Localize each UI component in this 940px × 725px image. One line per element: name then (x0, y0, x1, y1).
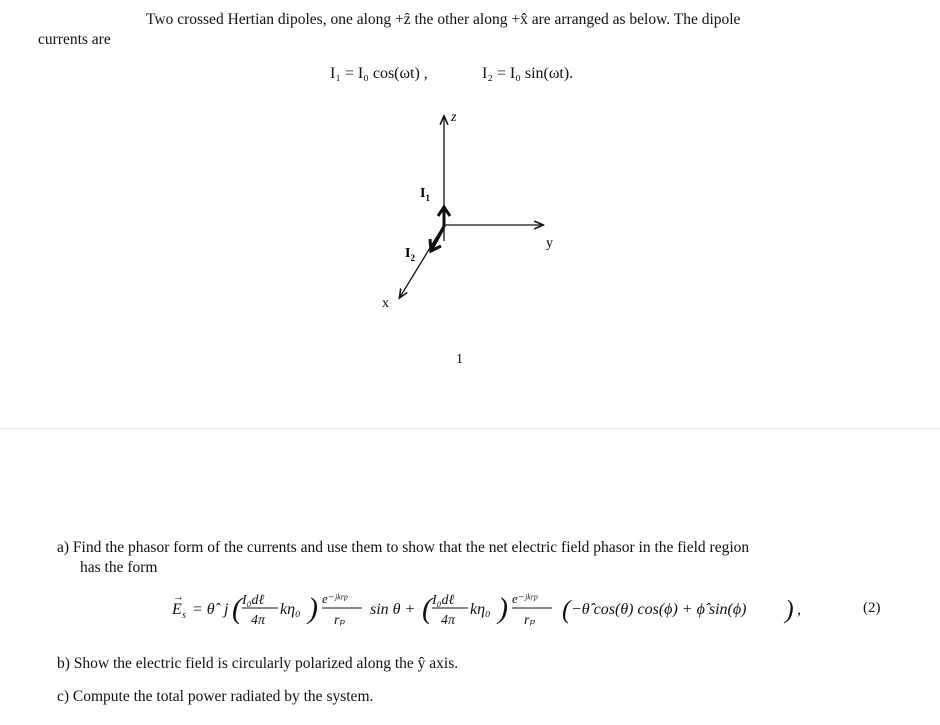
question-c: c) Compute the total power radiated by the system. (57, 688, 374, 705)
question-b: b) Show the electric field is circularly polarized along the ŷ axis. (57, 655, 459, 672)
imag-unit: j (224, 601, 229, 618)
paren-close-2: ) (498, 592, 508, 625)
k-eta: kη₀ (280, 601, 301, 618)
angular-term: −θ̂ cos(θ) cos(ϕ) + ϕ̂ sin(ϕ) (571, 601, 747, 618)
exp-num: e⁻ʲᵏʳᵖ (322, 591, 347, 606)
equation-number: (2) (863, 600, 881, 616)
frac-den: 4π (251, 613, 266, 628)
exp-num-2: e⁻ʲᵏʳᵖ (512, 591, 537, 606)
i2-label: $I_2$ (405, 246, 415, 263)
frac-num-2: I₀dℓ (432, 593, 455, 608)
page-number: 1 (456, 352, 463, 367)
intro-line-1: Two crossed Hertian dipoles, one along +ẑ the other along +x̂ are arranged as below. The dipole (146, 11, 741, 28)
x-axis (400, 225, 444, 297)
sin-theta: sin θ + (370, 601, 416, 618)
question-a-line-2: has the form (80, 559, 158, 576)
y-axis-label: y (546, 236, 553, 251)
dipole-diagram (360, 105, 580, 320)
electric-field-equation (172, 584, 812, 639)
dipole-i1-arrow (438, 207, 450, 227)
frac-den-2: 4π (441, 613, 456, 628)
i1-label: $I_1$ (420, 186, 430, 203)
equals-sign: = θ̂ (192, 601, 215, 618)
k-eta-2: kη₀ (470, 601, 491, 618)
paren-open-2: ( (422, 592, 432, 625)
intro-line-2: currents are (38, 31, 111, 48)
subscript-s: s (182, 610, 186, 621)
current-i1-equation: I₁ = I₀ cos(ωt) , (330, 65, 428, 82)
paren-open: ( (232, 592, 242, 625)
exp-den-2: rₚ (524, 613, 536, 628)
exp-den: rₚ (334, 613, 346, 628)
paren-close: ) (308, 592, 318, 625)
dipole-i2-arrow (430, 227, 444, 251)
question-a-line-1: a) Find the phasor form of the currents and use them to show that the net electric field phasor in the field region (57, 539, 750, 556)
frac-num: I₀dℓ (242, 593, 265, 608)
x-axis-label: x (382, 296, 389, 311)
z-axis-label: z (451, 110, 457, 125)
paren-open-3: ( (562, 595, 571, 624)
paren-close-3: ) (785, 595, 794, 624)
current-i2-equation: I₂ = I₀ sin(ωt). (482, 65, 574, 82)
vector-arrow: → (173, 591, 184, 603)
comma: , (797, 601, 801, 618)
page-separator (0, 428, 940, 429)
equation-lhs: E (172, 601, 182, 618)
